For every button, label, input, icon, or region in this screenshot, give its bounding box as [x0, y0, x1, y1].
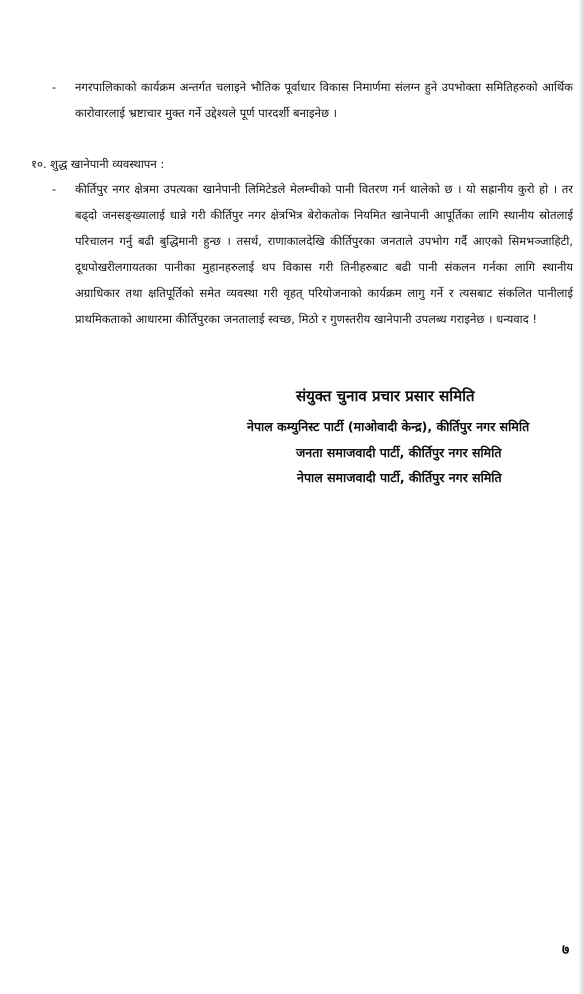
signature-party-line: नेपाल कम्युनिस्ट पार्टी (माओवादी केन्द्र), कीर्तिपुर नगर समिति [247, 419, 530, 434]
signature-party-line: जनता समाजवादी पार्टी, कीर्तिपुर नगर समिति [296, 445, 502, 460]
page-number: ७ [562, 942, 570, 958]
bullet-dash: - [52, 182, 57, 196]
page-edge-shadow [578, 0, 584, 994]
bullet-item-text: कीर्तिपुर नगर क्षेत्रमा उपत्यका खानेपानी लिमिटेडले मेलम्चीको पानी वितरण गर्न थालेको छ । यो सह्रानीय कुरो हो । तर बढ्दो जनसङ्ख्यालाई धान्ने गरी कीर्तिपुर नगर क्षेत्रभित्र बेरोकतोक नियमित खानेपानी आपूर्तिका लागि स्थानीय स्रोतलाई परिचालन गर्नु बढी बुद्धिमानी हुन्छ । तसर्थ, राणाकालदेखि कीर्तिपुरका जनताले उपभोग गर्दै आएको सिमभञ्जाहिटी, दूधपोखरीलगायतका पानीका मुहानहरुलाई थप विकास गरी तिनीहरुबाट बढी पानी संकलन गर्नका लागि स्थानीय अग्राधिकार तथा क्षतिपूर्तिको समेत व्यवस्था गरी वृहत् परियोजनाको कार्यक्रम लागु गर्ने र त्यसबाट संकलित पानीलाई प्राथमिकताको आधारमा कीर्तिपुरका जनतालाई स्वच्छ, मिठो र गुणस्तरीय खानेपानी उपलब्ध गराइनेछ । धन्यवाद ! [75, 182, 573, 326]
bullet-dash: - [52, 80, 57, 94]
signature-committee-title: संयुक्त चुनाव प्रचार प्रसार समिति [296, 387, 475, 405]
bullet-item-text: नगरपालिकाको कार्यक्रम अन्तर्गत चलाइने भौतिक पूर्वाधार विकास निमार्णमा संलग्न हुने उपभोक्ता समितिहरुको आर्थिक कारोवारलाई भ्रष्टाचार मुक्त गर्ने उद्देश्यले पूर्ण पारदर्शी बनाइनेछ । [75, 80, 573, 120]
section-heading-drinking-water: १०. शुद्ध खानेपानी व्यवस्थापन : [31, 157, 165, 171]
signature-party-line: नेपाल समाजवादी पार्टी, कीर्तिपुर नगर समिति [297, 470, 502, 485]
